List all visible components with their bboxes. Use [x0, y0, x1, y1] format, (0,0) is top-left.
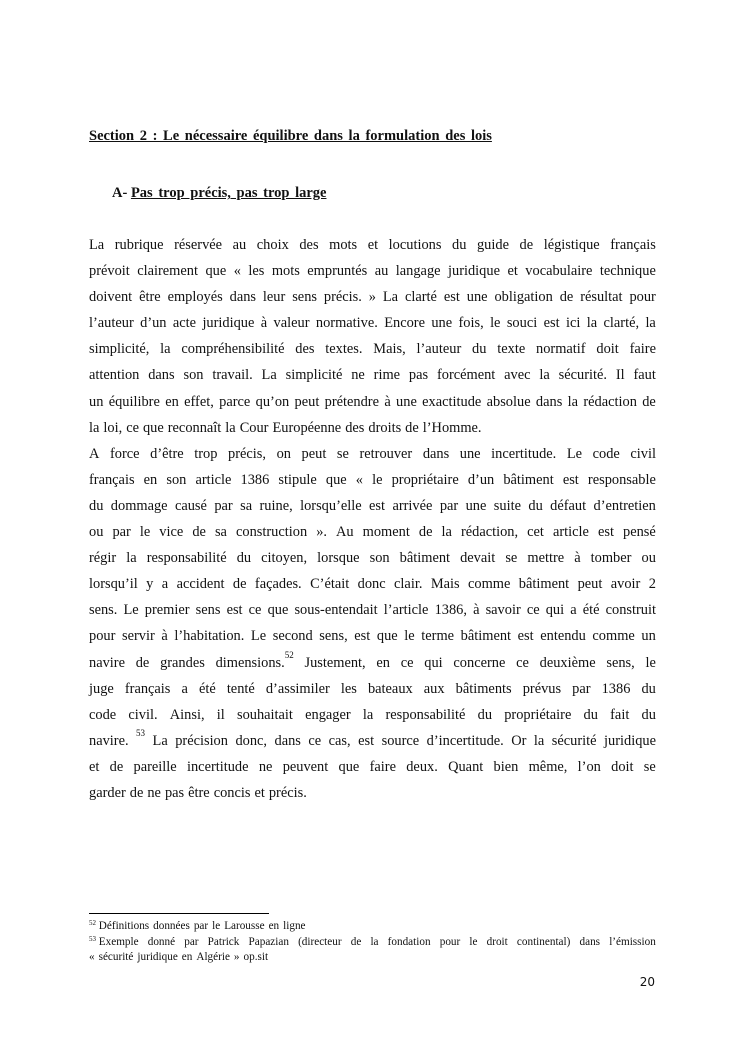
body-line: doivent être employés dans leur sens précis. » La clarté est une obligation de résultat pour: [89, 289, 656, 306]
subsection-heading: [112, 185, 326, 202]
body-line: La rubrique réservée au choix des mots et locutions du guide de légistique français: [89, 237, 656, 253]
body-line: navire de grandes dimensions.$^{52}$ Justement, en ce qui concerne ce deuxième sens, le: [89, 649, 656, 671]
footnote-line: $^{53}$ Exemple donné par Patrick Papazian (directeur de la fondation pour le droit continental) dans l’émission: [89, 934, 656, 948]
page-number: 20: [639, 975, 655, 989]
body-line: lorsqu’il y a accident de façades. C’était donc clair. Mais comme bâtiment peut avoir 2: [89, 576, 656, 593]
subsection-marker: A-: [112, 185, 128, 201]
body-line: du dommage causé par sa ruine, lorsqu’elle est arrivée par une suite du défaut d’entretien: [89, 497, 656, 514]
body-line: A force d’être trop précis, on peut se retrouver dans une incertitude. Le code civil: [89, 445, 656, 462]
footnote-reference: 52: [284, 649, 294, 660]
body-line: pour servir à l’habitation. Le second sens, est que le terme bâtiment est entendu comme un: [89, 628, 656, 645]
footnote-line: $^{52}$ Définitions données par le Larousse en ligne: [89, 919, 306, 932]
subsection-title: Pas trop précis, pas trop large: [130, 185, 327, 201]
body-text: [89, 235, 656, 809]
body-line: garder de ne pas être concis et précis.: [89, 784, 307, 801]
body-line: attention dans son travail. La simplicité ne rime pas forcément avec la sécurité. Il faut: [89, 367, 656, 384]
body-line: et de pareille incertitude ne peuvent que faire deux. Quant bien même, l’on doit se: [89, 758, 656, 775]
footnote-number: 52: [89, 919, 96, 927]
footnote-reference: 53: [136, 727, 146, 738]
footnote-line: « sécurité juridique en Algérie » op.sit: [89, 951, 269, 963]
body-line: l’auteur d’un acte juridique à valeur normative. Encore une fois, le souci est ici la clarté, la: [89, 315, 656, 332]
body-line: français en son article 1386 stipule que « le propriétaire d’un bâtiment est responsable: [89, 471, 656, 488]
body-line: ou par le vice de sa construction ». Au moment de la rédaction, cet article est pensé: [89, 524, 656, 541]
body-line: juge français a été tenté d’assimiler les bateaux aux bâtiments prévus par 1386 du: [89, 680, 656, 697]
body-line: prévoit clairement que « les mots empruntés au langage juridique et vocabulaire technique: [89, 263, 656, 280]
body-line: navire. $^{53}$ La précision donc, dans ce cas, est source d’incertitude. Or la sécurité juridique: [89, 727, 656, 749]
body-line: régir la responsabilité du citoyen, lorsque son bâtiment devait se mettre à tomber ou: [89, 550, 656, 567]
body-line: la loi, ce que reconnaît la Cour Européenne des droits de l’Homme.: [89, 419, 482, 436]
section-title: Section 2 : Le nécessaire équilibre dans la formulation des lois: [89, 128, 492, 144]
body-line: code civil. Ainsi, il souhaitait engager la responsabilité du propriétaire du fait du: [89, 706, 656, 723]
footnotes: [89, 919, 656, 966]
footnote-number: 53: [89, 934, 96, 943]
footnote-separator: [89, 913, 269, 914]
body-line: un équilibre en effet, parce qu’on peut prétendre à une exactitude absolue dans la rédaction de: [89, 393, 656, 410]
body-line: simplicité, la compréhensibilité des textes. Mais, l’auteur du texte normatif doit faire: [89, 341, 656, 358]
body-line: sens. Le premier sens est ce que sous-entendait l’article 1386, à savoir ce qui a été construit: [89, 602, 656, 619]
